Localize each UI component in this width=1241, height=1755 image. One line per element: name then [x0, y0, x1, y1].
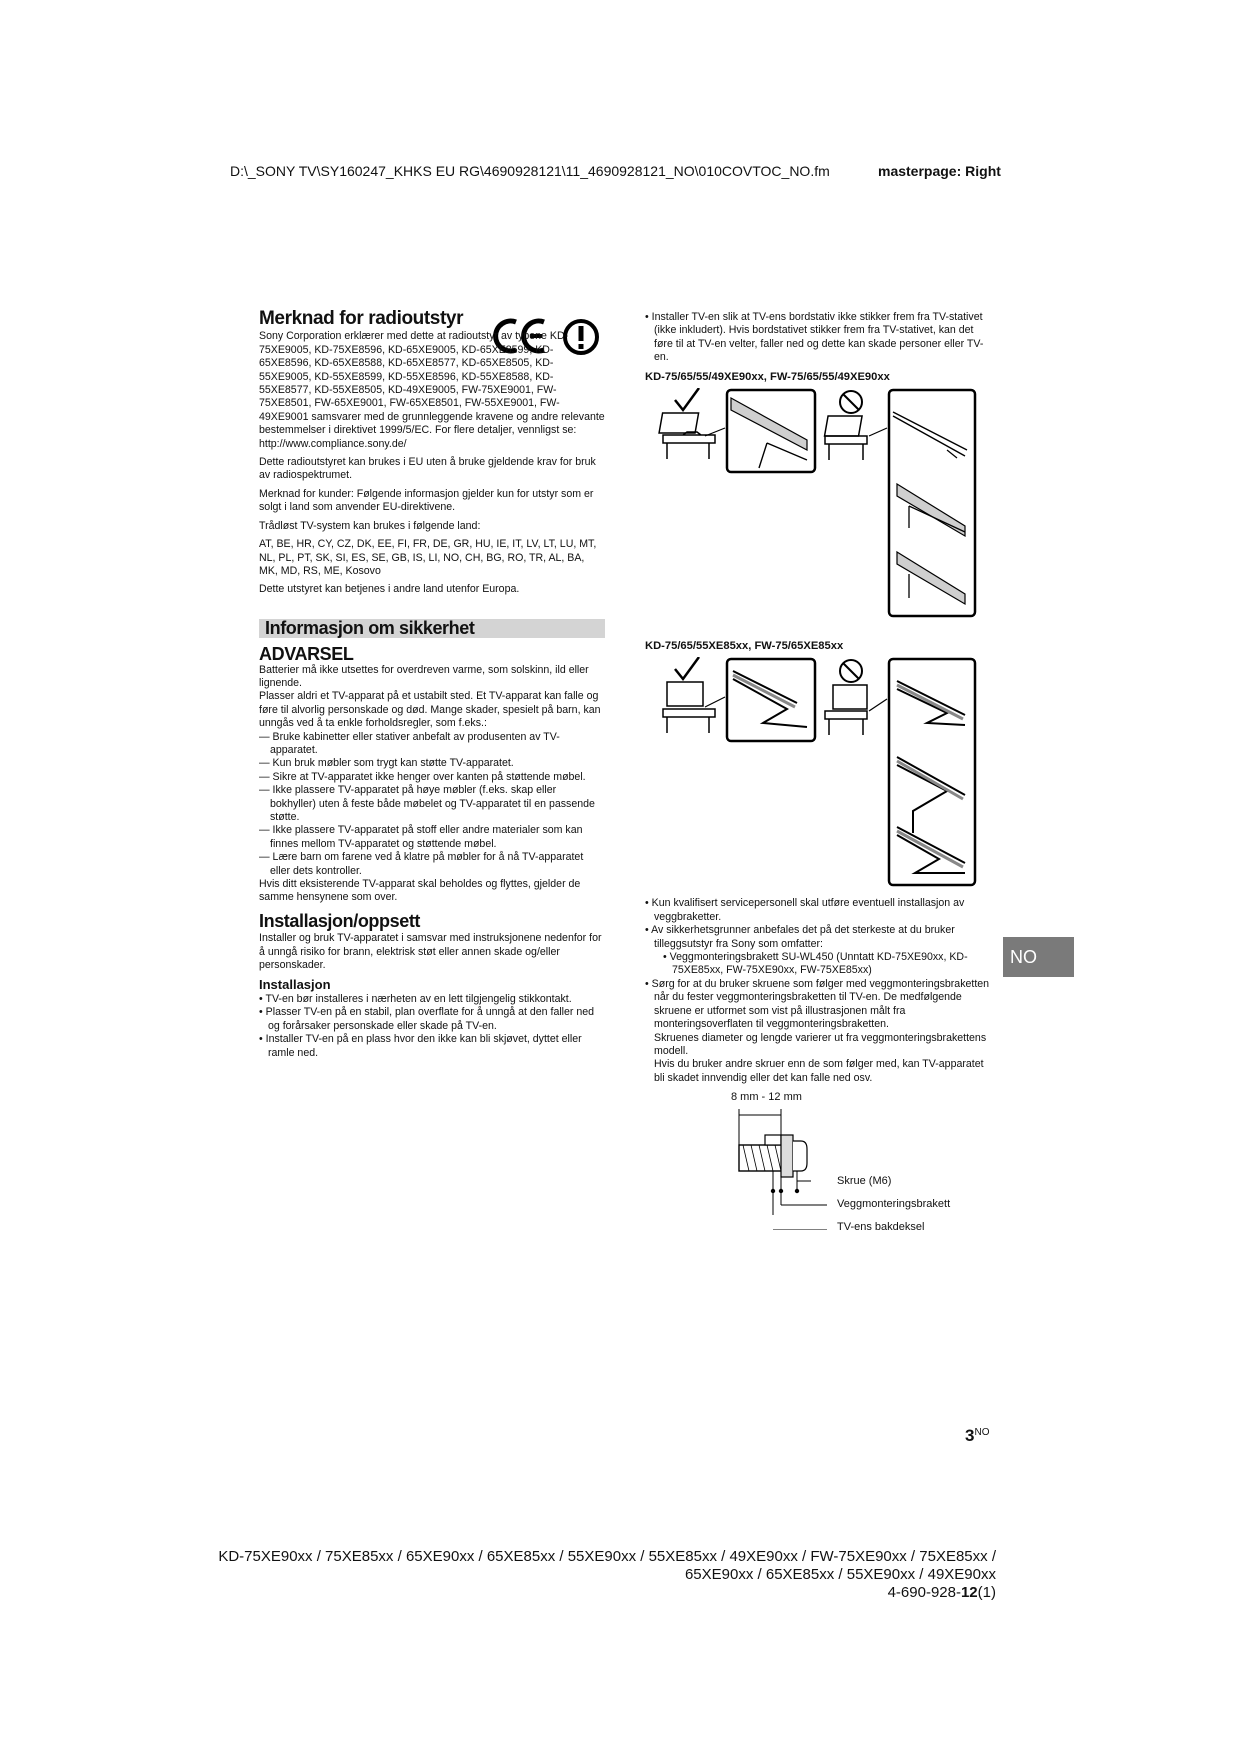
screws-note: Skruenes diameter og lengde varierer ut fra veggmonteringsbrakettens modell.: [654, 1031, 987, 1057]
batteries-text: Batterier må ikke utsettes for overdreven varme, som solskinn, ild eller lignende.: [259, 663, 589, 689]
service-bullet: • Kun kvalifisert servicepersonell skal utføre eventuell installasjon av veggbraketter.: [645, 897, 993, 924]
footer: [218, 1548, 996, 1602]
declaration-text: Sony Corporation erklærer med dette at radioutstyr av typene KD-75XE9005, KD-75XE8596, KD-65XE9005, KD-65XE8599, KD-65XE8596, KD-65XE8588, KD-65XE8577, KD-65XE8505, KD-55XE9005, KD-55XE8599, KD-55XE8596, KD-55XE8588, KD-55XE8577, KD-55XE8505, KD-49XE9005, FW-75XE9001, FW-75XE8501, FW-65XE9001, FW-65XE8501, FW-55XE9001, FW-49XE9001 samsvarer med de grunnleggende kravene og andre relevante bestemmelser i direktivet 1999/5/EC. For flere detaljer, vennligst se: http://www.compliance.sony.de/: [259, 330, 605, 450]
screw-measure: 8 mm - 12 mm: [731, 1091, 802, 1104]
screw-diagram: [645, 1089, 993, 1237]
screws-bullet: • Sørg for at du bruker skruene som følger med veggmonteringsbraketten når du fester veggmonteringsbraketten til TV-en. De medfølgende skruene er utformet som vist på illustrasjonen målt fra monteringsoverflaten til veggmonteringsbraketten.: [645, 978, 993, 1032]
installation-title: Installasjon/oppsett: [259, 910, 421, 931]
stand-bullet: • Installer TV-en slik at TV-ens bordstativ ikke stikker frem fra TV-stativet (ikke inkludert). Hvis bordstativet stikker frem fra TV-stativet, kan det føre til at TV-en velter, faller ned og dette kan skade personer eller TV-en.: [645, 311, 993, 365]
installation-list: [259, 993, 605, 1060]
language-tab: NO: [1003, 937, 1074, 977]
warning-title: ADVARSEL: [259, 644, 354, 665]
list-item: • Plasser TV-en på en stabil, plan overflate for å unngå at den faller ned og forårsaker personskade eller skade på TV-en.: [259, 1006, 605, 1033]
list-item: — Ikke plassere TV-apparatet på stoff eller andre materialer som kan finnes mellom TV-apparatet og støttende møbel.: [259, 824, 605, 851]
backcover-label: TV-ens bakdeksel: [837, 1221, 925, 1234]
bracket-item: • Veggmonteringsbrakett SU-WL450 (Unntatt KD-75XE90xx, KD-75XE85xx, FW-75XE90xx, FW-75XE85xx): [663, 951, 993, 978]
outside-eu-text: Dette utstyret kan betjenes i andre land utenfor Europa.: [259, 583, 520, 596]
installation-intro: Installer og bruk TV-apparatet i samsvar med instruksjonene nedenfor for å unngå risiko for brann, elektrisk støt eller annen skade og/eller personskader.: [259, 932, 602, 972]
model-label-85xx: KD-75/65/55XE85xx, FW-75/65XE85xx: [645, 640, 844, 653]
stand-illustration-85xx: [647, 657, 977, 889]
page-number: $3^{NO}$: [965, 1426, 990, 1445]
keep-existing-text: Hvis ditt eksisterende TV-apparat skal beholdes og flyttes, gjelder de samme hensynene som over.: [259, 878, 581, 904]
list-item: — Lære barn om farene ved å klatre på møbler for å nå TV-apparatet eller dets kontroller.: [259, 851, 605, 878]
footer-models-line1: KD-75XE90xx / 75XE85xx / 65XE90xx / 65XE85xx / 55XE90xx / 55XE85xx / 49XE90xx / FW-75XE90xx / 75XE85xx /: [218, 1548, 996, 1565]
wireless-intro-text: Trådløst TV-system kan brukes i følgende land:: [259, 519, 481, 532]
left-column: [259, 308, 605, 1060]
list-item: • Installer TV-en på en plass hvor den ikke kan bli skjøvet, dyttet eller ramle ned.: [259, 1033, 605, 1060]
safety-bullet: • Av sikkerhetsgrunner anbefales det på det sterkeste at du bruker tilleggsutstyr fra Sony som omfatter: • Veggmonteringsbrakett SU-WL450 (Unntatt KD-75XE90xx, KD-75XE85xx, FW-75XE90xx, FW-75XE85xx): [645, 924, 993, 978]
list-item: — Bruke kabinetter eller stativer anbefalt av produsenten av TV-apparatet.: [259, 731, 605, 758]
screw-drawing: [735, 1105, 845, 1215]
right-column: [645, 311, 993, 1237]
bracket-label: Veggmonteringsbrakett: [837, 1198, 951, 1211]
precautions-list: [259, 731, 605, 878]
screw-label: Skrue (M6): [837, 1175, 892, 1188]
footer-models-line2: 65XE90xx / 65XE85xx / 55XE90xx / 49XE90xx: [684, 1566, 996, 1583]
list-item: — Ikke plassere TV-apparatet på høye møbler (f.eks. skap eller bokhyller) uten å feste både møbelet og TV-apparatet til en passende støtte.: [259, 784, 605, 824]
screws-warning: Hvis du bruker andre skruer enn de som følger med, kan TV-apparatet bli skadet innvendig eller det kan falle ned osv.: [654, 1058, 984, 1084]
list-item: • TV-en bør installeres i nærheten av en lett tilgjengelig stikkontakt.: [259, 993, 605, 1006]
placement-text: Plasser aldri et TV-apparat på et ustabilt sted. Et TV-apparat kan falle og føre til alvorlig personskade og død. Mange skader, spesielt på barn, kan unngås ved å ta enkle forholdsregler, som f.eks.:: [259, 690, 601, 730]
list-item: — Sikre at TV-apparatet ikke henger over kanten på støttende møbel.: [259, 771, 605, 784]
list-item: — Kun bruk møbler som trygt kan støtte TV-apparatet.: [259, 757, 605, 770]
masterpage-label: masterpage: Right: [878, 163, 1001, 179]
footer-code: 4-690-928-12(1): [887, 1584, 996, 1601]
model-label-90xx: KD-75/65/55/49XE90xx, FW-75/65/55/49XE90xx: [645, 370, 890, 383]
radio-title: Merknad for radioutstyr: [259, 308, 464, 329]
safety-section-bar: Informasjon om sikkerhet: [259, 619, 605, 638]
countries-text: AT, BE, HR, CY, CZ, DK, EE, FI, FR, DE, GR, HU, IE, IT, LV, LT, LU, MT, NL, PL, PT, SK, SI, ES, SE, GB, IS, LI, NO, CH, BG, RO, TR, AL, BA, MK, MD, RS, ME, Kosovo: [259, 538, 597, 577]
customer-note-text: Merknad for kunder: Følgende informasjon gjelder kun for utstyr som er solgt i land som anvender EU-direktivene.: [259, 487, 594, 514]
installation-subtitle: Installasjon: [259, 977, 331, 993]
file-path: D:\_SONY TV\SY160247_KHKS EU RG\4690928121\11_4690928121_NO\010COVTOC_NO.fm: [230, 163, 830, 179]
eu-use-text: Dette radioutstyret kan brukes i EU uten å bruke gjeldende krav for bruk av radiospektrumet.: [259, 456, 596, 482]
stand-illustration-90xx: [647, 388, 977, 620]
